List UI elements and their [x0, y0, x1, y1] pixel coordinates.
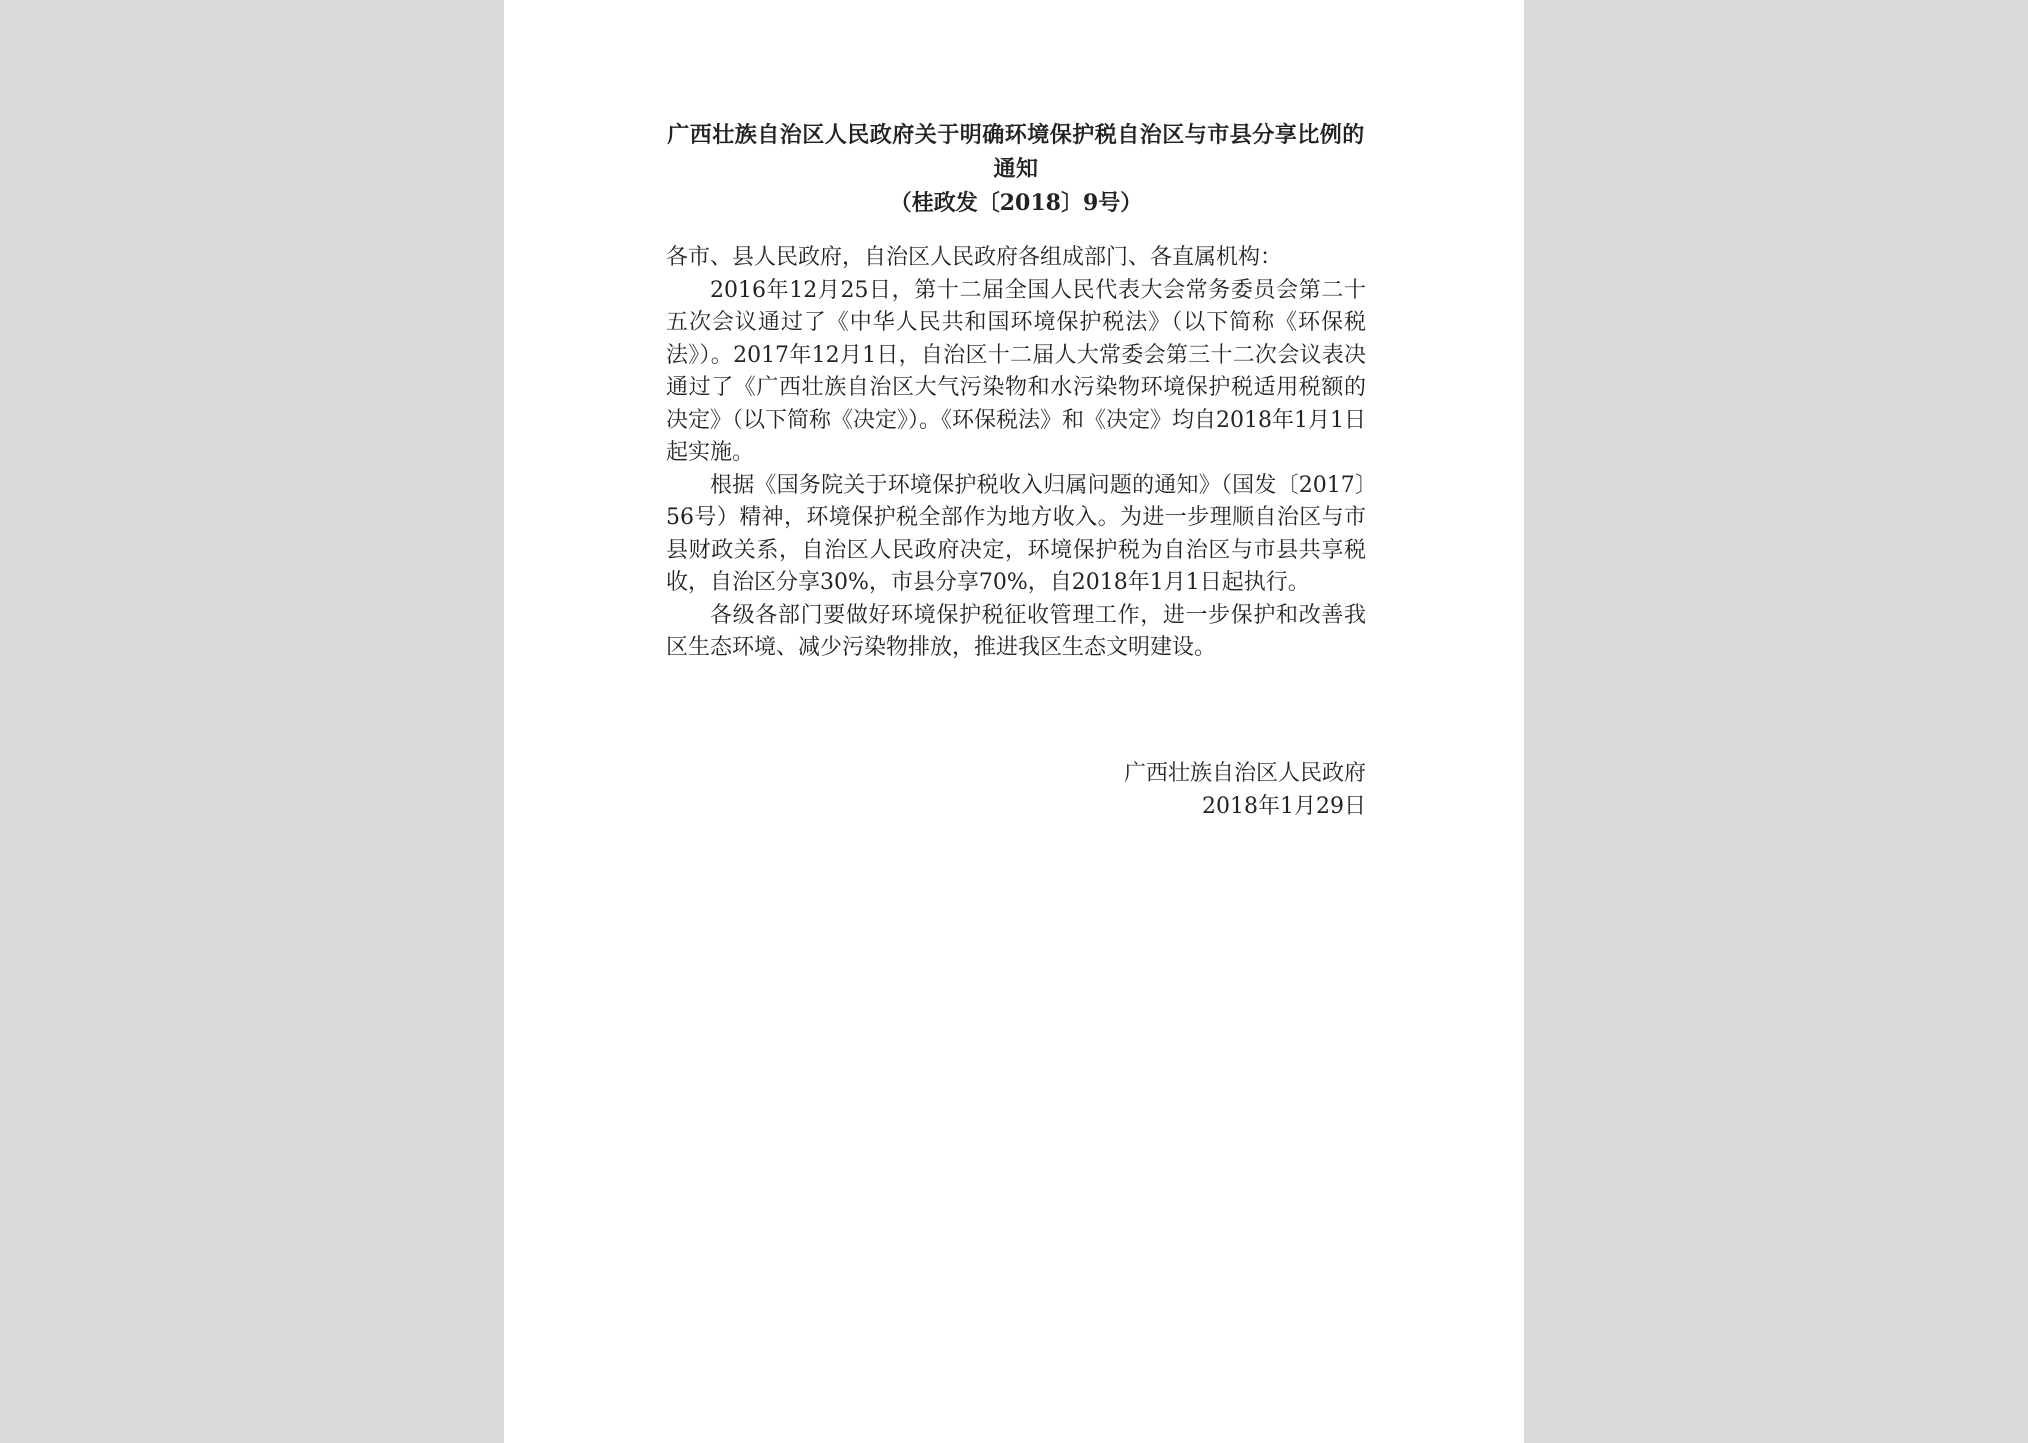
document-title: 广西壮族自治区人民政府关于明确环境保护税自治区与市县分享比例的通知 [667, 122, 1365, 182]
signature-block [666, 757, 1366, 823]
salutation: 各市、县人民政府，自治区人民政府各组成部门、各直属机构： [666, 245, 1283, 270]
paragraph-3: 各级各部门要做好环境保护税征收管理工作，进一步保护和改善我区生态环境、减少污染物排放，推进我区生态文明建设。 [666, 602, 1366, 660]
document-content [666, 118, 1366, 823]
issue-date: 2018年1月29日 [1202, 793, 1366, 819]
document-number: （桂政发〔2018〕9号） [889, 190, 1143, 216]
document-page [504, 0, 1524, 1443]
paragraph-2: 根据《国务院关于环境保护税收入归属问题的通知》（国发〔2017〕56号）精神，环境保护税全部作为地方收入。为进一步理顺自治区与市县财政关系，自治区人民政府决定，环境保护税为自治区与市县共享税收，自治区分享30%，市县分享70%，自2018年1月1日起执行。 [666, 472, 1366, 595]
issuer: 广西壮族自治区人民政府 [1123, 760, 1366, 786]
paragraph-1: 2016年12月25日，第十二届全国人民代表大会常务委员会第二十五次会议通过了《中华人民共和国环境保护税法》（以下简称《环保税法》）。2017年12月1日，自治区十二届人大常委会第三十二次会议表决通过了《广西壮族自治区大气污染物和水污染物环境保护税适用税额的决定》（以下简称《决定》）。《环保税法》和《决定》均自2018年1月1日起实施。 [666, 277, 1366, 465]
